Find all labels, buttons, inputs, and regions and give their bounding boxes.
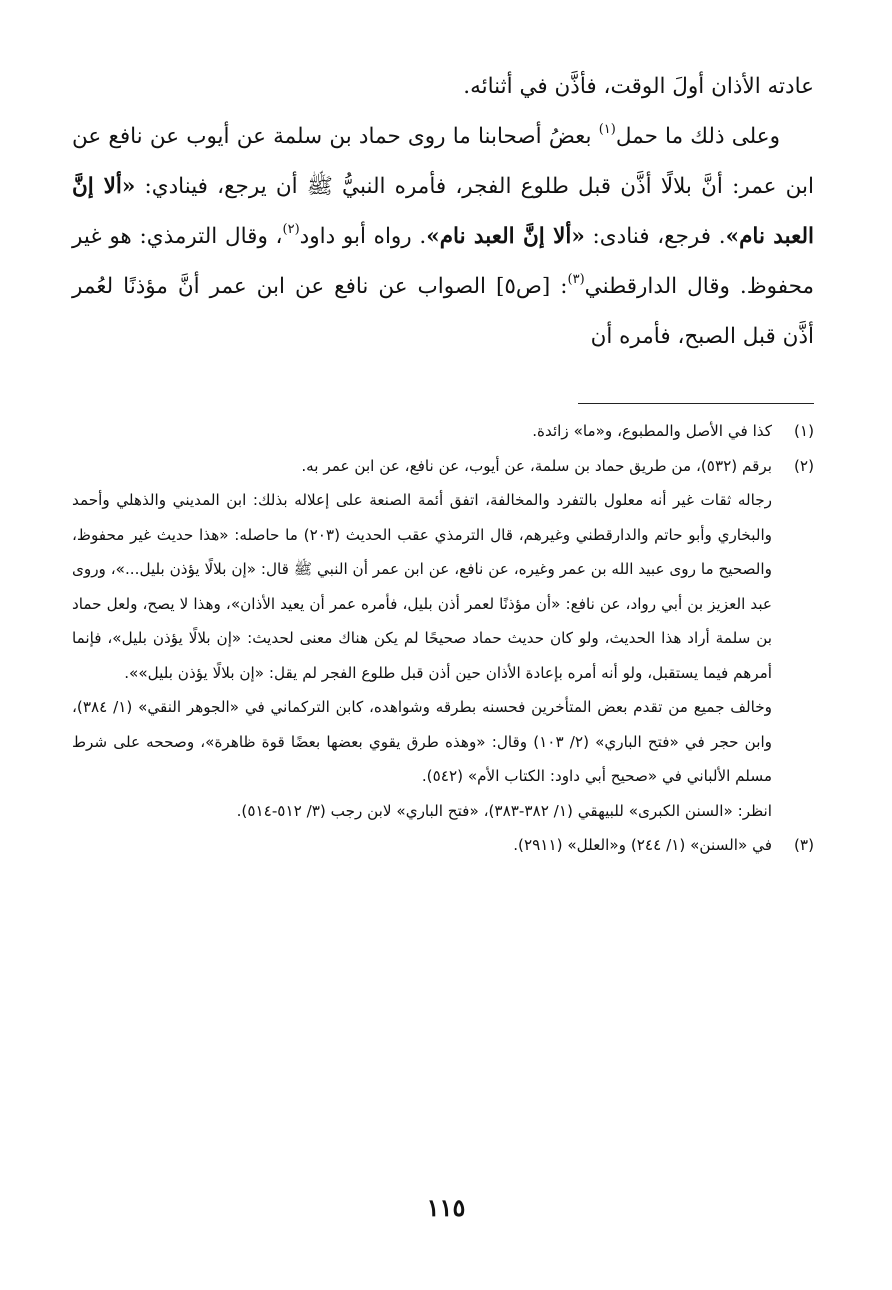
- footnote-number: (١): [793, 422, 814, 440]
- footnote-number: (٣): [793, 836, 814, 854]
- page-number: ١١٥: [426, 1193, 466, 1222]
- footnote-number: (٢): [793, 456, 814, 475]
- footnote-3: [72, 828, 814, 863]
- footnote-ref-1[interactable]: (١): [598, 121, 616, 137]
- paragraph-1: عادته الأذان أولَ الوقت، فأذَّن في أثنائه.: [463, 74, 814, 99]
- footnote-2: [72, 449, 814, 829]
- paragraph-2: وعلى ذلك ما حمل$^{(١)}$ بعضُ أصحابنا ما روى حماد بن سلمة عن أيوب عن نافع عن ابن عمر: أنَّ بلالًا أذَّن قبل طلوع الفجر، فأمره النبيُّ ﷺ أن يرجع، فينادي: «ألا إنَّ العبد نام». فرجع، فنادى: «ألا إنَّ العبد نام». رواه أبو داود$^{(٢)}$، وقال الترمذي: هو غير محفوظ. وقال الدارقطني$^{(٣)}$: [ص٥] الصواب عن نافع عن ابن عمر أنَّ مؤذنًا لعُمر أذَّن قبل الصبح، فأمره أن: [72, 121, 814, 349]
- footnote-text: كذا في الأصل والمطبوع، و«ما» زائدة.: [532, 422, 772, 440]
- hadith-quote-1: «ألا إنَّ العبد نام»: [72, 174, 814, 249]
- footnote-1: [72, 414, 814, 449]
- footnote-separator: [578, 403, 814, 404]
- footnotes: [72, 414, 814, 863]
- footnote-ref-2[interactable]: (٢): [282, 221, 300, 237]
- footnote-text: انظر: «السنن الكبرى» للبيهقي (١/ ٣٨٢-٣٨٣)، «فتح الباري» لابن رجب (٣/ ٥١٢-٥١٤).: [236, 801, 772, 820]
- hadith-quote-2: «ألا إنَّ العبد نام»: [426, 224, 585, 249]
- main-text: [72, 62, 814, 362]
- footnote-ref-3[interactable]: (٣): [567, 271, 585, 287]
- footnote-text: رجاله ثقات غير أنه معلول بالتفرد والمخالفة، اتفق أئمة الصنعة على إعلاله بذلك: ابن المديني والذهلي وأحمد والبخاري وأبو حاتم والدارقطني وغيرهم، قال الترمذي عقب الحديث (٢٠٣) ما حاصله: «هذا حديث غير محفوظ، والصحيح ما روى عبيد الله بن عمر وغيره، عن نافع، عن ابن عمر أن النبي ﷺ قال: «إن بلالًا يؤذن بليل...»، وروى عبد العزيز بن أبي رواد، عن نافع: «أن مؤذنًا لعمر أذن بليل، فأمره عمر أن يعيد الأذان»، وهذا لا يصح، ولعل حماد بن سلمة أراد هذا الحديث، ولو كان حديث حماد صحيحًا لم يكن هناك معنى لحديث: «إن بلالًا يؤذن بليل»، فإنما أمرهم فيما يستقبل، ولو أنه أمره بإعادة الأذان حين أذن قبل طلوع الفجر لم يقل: «إن بلالًا يؤذن بليل»».: [72, 491, 773, 682]
- footnote-text: في «السنن» (١/ ٢٤٤) و«العلل» (٢٩١١).: [513, 836, 772, 854]
- footnote-text: وخالف جميع من تقدم بعض المتأخرين فحسنه بطرقه وشواهده، كابن التركماني في «الجوهر النقي» (١/ ٣٨٤)، وابن حجر في «فتح الباري» (٢/ ١٠٣) وقال: «وهذه طرق يقوي بعضها بعضًا قوة ظاهرة»، وصححه على شرط مسلم الألباني في «صحيح أبي داود: الكتاب الأم» (٥٤٢).: [72, 698, 773, 785]
- footnote-text: برقم (٥٣٢)، من طريق حماد بن سلمة، عن أيوب، عن نافع، عن ابن عمر به.: [301, 456, 772, 475]
